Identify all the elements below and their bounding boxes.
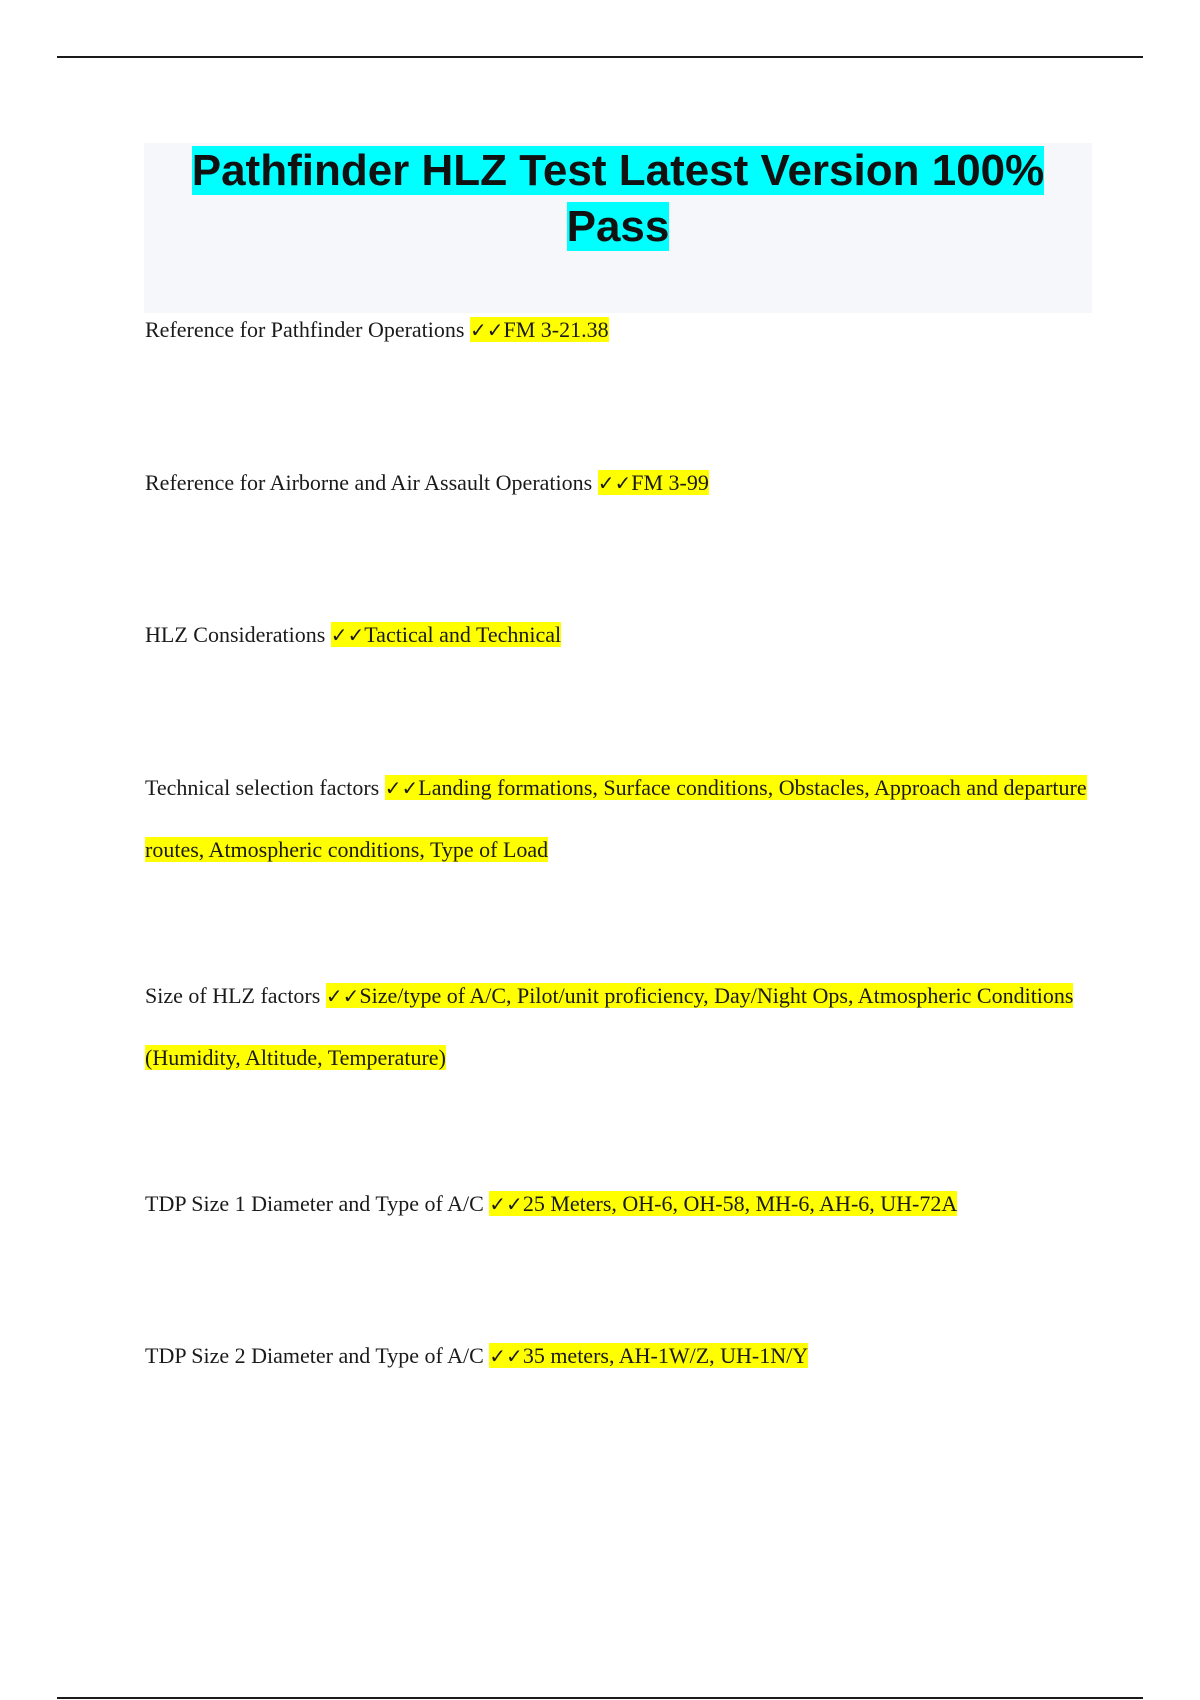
question-text: HLZ Considerations [145, 622, 326, 647]
answer-highlight [489, 1343, 808, 1368]
answer-text: Landing formations, Surface conditions, Obstacles, Approach and departure routes, Atmospheric conditions, Type of Load [145, 775, 1087, 862]
qa-item-reference-airborne [145, 452, 1090, 514]
question-text: TDP Size 2 Diameter and Type of A/C [145, 1343, 484, 1368]
double-check-icon: ✓✓ [489, 1192, 523, 1216]
qa-item-size-of-hlz-factors [145, 965, 1090, 1088]
title-block [144, 143, 1092, 313]
answer-text: 35 meters, AH-1W/Z, UH-1N/Y [522, 1343, 809, 1368]
answer-text: FM 3-99 [631, 470, 709, 495]
answer-highlight [470, 317, 609, 342]
qa-item-tdp-size-1 [145, 1173, 1090, 1235]
question-text: Technical selection factors [145, 775, 380, 800]
question-text: Size of HLZ factors [145, 983, 321, 1008]
double-check-icon: ✓✓ [489, 1344, 523, 1368]
double-check-icon: ✓✓ [384, 776, 419, 800]
question-text: TDP Size 1 Diameter and Type of A/C [145, 1191, 484, 1216]
answer-highlight [489, 1191, 957, 1216]
qa-item-tdp-size-2 [145, 1325, 1090, 1387]
qa-item-reference-pathfinder [145, 299, 1090, 361]
question-text: Reference for Airborne and Air Assault Operations [145, 470, 593, 495]
document-title-text: Pathfinder HLZ Test Latest Version 100% Pass [191, 146, 1045, 251]
double-check-icon: ✓✓ [469, 318, 504, 342]
double-check-icon: ✓✓ [330, 623, 365, 647]
answer-text: Size/type of A/C, Pilot/unit proficiency, Day/Night Ops, Atmospheric Conditions (Humidity, Altitude, Temperature) [145, 983, 1074, 1070]
document-title [144, 143, 1092, 255]
header-rule [57, 56, 1143, 58]
answer-text: FM 3-21.38 [503, 317, 609, 342]
double-check-icon: ✓✓ [325, 984, 360, 1008]
qa-item-hlz-considerations [145, 604, 1090, 666]
question-text: Reference for Pathfinder Operations [145, 317, 465, 342]
footer-rule [57, 1697, 1143, 1699]
answer-highlight [331, 622, 561, 647]
answer-text: Tactical and Technical [364, 622, 562, 647]
answer-text: 25 Meters, OH-6, OH-58, MH-6, AH-6, UH-72A [522, 1191, 958, 1216]
double-check-icon: ✓✓ [597, 471, 632, 495]
answer-highlight [598, 470, 709, 495]
qa-item-technical-selection-factors [145, 757, 1090, 880]
